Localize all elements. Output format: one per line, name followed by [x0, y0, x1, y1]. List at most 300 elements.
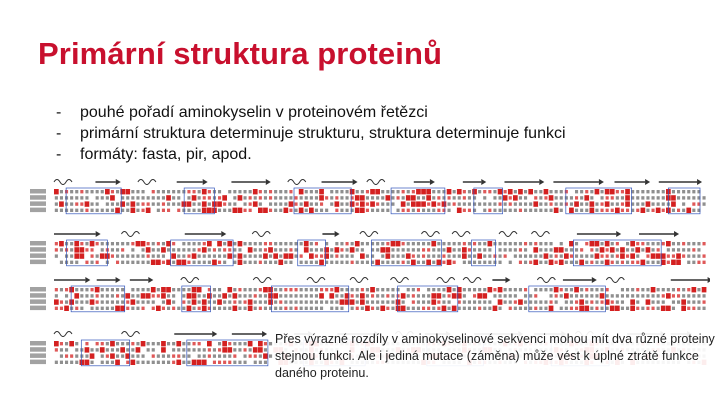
residue — [427, 294, 430, 297]
residue — [310, 300, 313, 303]
conserved-residue — [166, 260, 171, 265]
similar-residue — [677, 209, 680, 212]
residue — [167, 202, 170, 205]
bullet-text: pouhé pořadí aminokyselin v proteinovém řetězci — [80, 104, 428, 121]
residue — [142, 288, 145, 291]
residue — [657, 202, 660, 205]
residue — [147, 300, 150, 303]
conserved-residue — [365, 306, 370, 311]
residue — [111, 361, 114, 364]
residue — [111, 294, 114, 297]
residue — [626, 242, 629, 245]
conserved-residue — [207, 293, 212, 298]
residue — [386, 288, 389, 291]
residue — [646, 261, 649, 264]
similar-residue — [652, 307, 655, 310]
residue — [616, 300, 619, 303]
conserved-residue — [620, 247, 625, 252]
helix-mark — [252, 232, 270, 237]
similar-residue — [606, 248, 609, 251]
residue — [223, 254, 226, 257]
similar-residue — [687, 307, 690, 310]
residue — [305, 209, 308, 212]
residue — [550, 190, 553, 193]
residue — [162, 190, 165, 193]
residue — [284, 294, 287, 297]
similar-residue — [75, 307, 78, 310]
conserved-residue — [238, 260, 243, 265]
residue — [488, 307, 491, 310]
similar-residue — [157, 294, 160, 297]
residue — [259, 354, 262, 357]
residue — [601, 242, 604, 245]
residue — [91, 209, 94, 212]
residue — [397, 248, 400, 251]
residue — [422, 300, 425, 303]
conserved-residue — [569, 208, 574, 213]
residue — [131, 354, 134, 357]
similar-residue — [152, 354, 155, 357]
residue — [570, 196, 573, 199]
conserved-residue — [498, 287, 503, 292]
residue — [213, 288, 216, 291]
residue — [621, 294, 624, 297]
residue — [458, 242, 461, 245]
residue — [101, 354, 104, 357]
conserved-residue — [681, 306, 686, 311]
residue — [147, 361, 150, 364]
residue — [152, 202, 155, 205]
similar-residue — [152, 307, 155, 310]
residue — [381, 254, 384, 257]
conserved-residue — [426, 195, 431, 200]
residue — [126, 202, 129, 205]
residue — [555, 196, 558, 199]
similar-residue — [636, 209, 639, 212]
residue — [233, 254, 236, 257]
conserved-residue — [324, 247, 329, 252]
residue — [330, 190, 333, 193]
bullet-item — [56, 144, 566, 165]
conserved-residue — [630, 299, 635, 304]
similar-residue — [208, 348, 211, 351]
residue — [356, 300, 359, 303]
residue — [391, 254, 394, 257]
similar-residue — [534, 196, 537, 199]
similar-residue — [509, 307, 512, 310]
residue — [601, 196, 604, 199]
residue — [310, 190, 313, 193]
residue — [448, 209, 451, 212]
residue — [279, 307, 282, 310]
similar-residue — [111, 190, 114, 193]
residue — [213, 300, 216, 303]
conserved-residue — [442, 306, 447, 311]
conserved-residue — [447, 247, 452, 252]
residue — [555, 202, 558, 205]
residue — [509, 248, 512, 251]
conserved-residue — [518, 299, 523, 304]
residue — [187, 354, 190, 357]
residue — [397, 254, 400, 257]
similar-residue — [636, 307, 639, 310]
residue — [315, 300, 318, 303]
residue — [80, 294, 83, 297]
residue — [101, 196, 104, 199]
residue — [147, 288, 150, 291]
residue — [468, 196, 471, 199]
similar-residue — [295, 307, 298, 310]
conserved-residue — [554, 247, 559, 252]
conserved-residue — [85, 360, 90, 365]
sequence-label — [30, 293, 46, 298]
residue — [687, 190, 690, 193]
residue — [152, 248, 155, 251]
residue — [585, 202, 588, 205]
sequence-label — [30, 241, 46, 246]
conserved-residue — [319, 189, 324, 194]
conserved-residue — [380, 247, 385, 252]
similar-residue — [244, 348, 247, 351]
conserved-residue — [131, 208, 136, 213]
residue — [70, 190, 73, 193]
residue — [641, 307, 644, 310]
conserved-residue — [630, 306, 635, 311]
residue — [284, 300, 287, 303]
residue — [376, 307, 379, 310]
residue — [142, 354, 145, 357]
conserved-residue — [416, 201, 421, 206]
residue — [187, 196, 190, 199]
residue — [550, 242, 553, 245]
similar-residue — [692, 307, 695, 310]
similar-residue — [422, 248, 425, 251]
residue — [646, 242, 649, 245]
sequence-label — [30, 306, 46, 311]
similar-residue — [662, 242, 665, 245]
residue — [453, 248, 456, 251]
residue — [254, 248, 257, 251]
similar-residue — [514, 300, 517, 303]
conserved-residue — [431, 201, 436, 206]
residue — [142, 190, 145, 193]
conserved-residue — [100, 347, 105, 352]
helix-mark — [288, 180, 306, 185]
residue — [417, 294, 420, 297]
conserved-residue — [564, 253, 569, 258]
residue — [228, 190, 231, 193]
residue — [269, 261, 272, 264]
similar-residue — [269, 190, 272, 193]
residue — [198, 190, 201, 193]
residue — [641, 190, 644, 193]
residue — [75, 190, 78, 193]
residue — [131, 248, 134, 251]
residue — [75, 300, 78, 303]
similar-residue — [85, 261, 88, 264]
residue — [448, 242, 451, 245]
bullet-text: primární struktura determinuje strukturu, struktura determinuje funkci — [80, 125, 566, 142]
similar-residue — [126, 300, 129, 303]
similar-residue — [330, 288, 333, 291]
residue — [198, 202, 201, 205]
residue — [131, 348, 134, 351]
residue — [453, 254, 456, 257]
residue — [448, 202, 451, 205]
residue — [463, 261, 466, 264]
similar-residue — [646, 307, 649, 310]
residue — [488, 261, 491, 264]
residue — [499, 254, 502, 257]
residue — [509, 300, 512, 303]
similar-residue — [667, 254, 670, 257]
residue — [391, 248, 394, 251]
conserved-residue — [74, 247, 79, 252]
residue — [70, 196, 73, 199]
residue — [101, 294, 104, 297]
conserved-residue — [197, 287, 202, 292]
residue — [157, 361, 160, 364]
residue — [504, 288, 507, 291]
similar-residue — [172, 361, 175, 364]
conserved-residue — [192, 253, 197, 258]
residue — [351, 242, 354, 245]
residue — [468, 307, 471, 310]
residue — [274, 202, 277, 205]
residue — [539, 261, 542, 264]
residue — [223, 300, 226, 303]
residue — [131, 307, 134, 310]
residue — [493, 294, 496, 297]
residue — [565, 288, 568, 291]
conserved-residue — [554, 287, 559, 292]
similar-residue — [233, 300, 236, 303]
residue — [687, 248, 690, 251]
conserved-residue — [437, 293, 442, 298]
residue — [187, 209, 190, 212]
residue — [499, 242, 502, 245]
residue — [488, 248, 491, 251]
residue — [85, 288, 88, 291]
residue — [417, 261, 420, 264]
residue — [381, 300, 384, 303]
similar-residue — [279, 300, 282, 303]
conserved-residue — [411, 201, 416, 206]
residue — [111, 300, 114, 303]
conserved-residue — [217, 299, 222, 304]
residue — [96, 254, 99, 257]
residue — [244, 190, 247, 193]
strand-arrowhead — [96, 231, 101, 237]
residue — [91, 348, 94, 351]
residue — [65, 202, 68, 205]
conserved-residue — [90, 299, 95, 304]
conserved-residue — [319, 195, 324, 200]
residue — [560, 209, 563, 212]
similar-residue — [295, 202, 298, 205]
similar-residue — [509, 196, 512, 199]
conserved-residue — [559, 247, 564, 252]
residue — [340, 254, 343, 257]
residue — [85, 300, 88, 303]
conserved-residue — [350, 189, 355, 194]
residue — [187, 248, 190, 251]
conserved-residue — [115, 360, 120, 365]
conserved-residue — [80, 253, 85, 258]
residue — [70, 307, 73, 310]
residue — [539, 300, 542, 303]
residue — [519, 202, 522, 205]
residue — [386, 209, 389, 212]
residue — [391, 202, 394, 205]
residue — [672, 288, 675, 291]
residue — [442, 294, 445, 297]
residue — [427, 300, 430, 303]
residue — [616, 202, 619, 205]
conserved-residue — [85, 347, 90, 352]
residue — [463, 300, 466, 303]
residue — [356, 261, 359, 264]
residue — [75, 348, 78, 351]
residue — [111, 307, 114, 310]
residue — [203, 348, 206, 351]
conserved-residue — [518, 189, 523, 194]
residue — [402, 300, 405, 303]
residue — [172, 248, 175, 251]
residue — [254, 254, 257, 257]
conserved-residue — [227, 253, 232, 258]
residue — [218, 254, 221, 257]
residue — [407, 261, 410, 264]
conserved-residue — [299, 189, 304, 194]
residue — [381, 294, 384, 297]
residue — [182, 354, 185, 357]
similar-residue — [458, 300, 461, 303]
conserved-residue — [646, 247, 651, 252]
residue — [616, 248, 619, 251]
residue — [692, 261, 695, 264]
residue — [259, 294, 262, 297]
residue — [473, 288, 476, 291]
residue — [544, 300, 547, 303]
conserved-residue — [263, 353, 268, 358]
residue — [284, 242, 287, 245]
conserved-residue — [564, 293, 569, 298]
residue — [75, 354, 78, 357]
residue — [657, 288, 660, 291]
residue — [687, 242, 690, 245]
conserved-residue — [579, 260, 584, 265]
residue — [80, 196, 83, 199]
residue — [203, 294, 206, 297]
residue — [397, 209, 400, 212]
similar-residue — [601, 254, 604, 257]
residue — [529, 202, 532, 205]
residue — [595, 288, 598, 291]
conserved-residue — [477, 293, 482, 298]
residue — [340, 190, 343, 193]
residue — [121, 342, 124, 345]
conserved-residue — [651, 287, 656, 292]
residue — [177, 202, 180, 205]
residue — [422, 209, 425, 212]
conserved-residue — [671, 195, 676, 200]
residue — [259, 361, 262, 364]
similar-residue — [131, 242, 134, 245]
residue — [60, 354, 63, 357]
similar-residue — [126, 307, 129, 310]
residue — [213, 307, 216, 310]
conserved-residue — [396, 299, 401, 304]
residue — [167, 354, 170, 357]
residue — [391, 190, 394, 193]
residue — [65, 196, 68, 199]
residue — [172, 261, 175, 264]
conserved-residue — [493, 306, 498, 311]
residue — [427, 209, 430, 212]
residue — [305, 196, 308, 199]
residue — [315, 294, 318, 297]
residue — [193, 348, 196, 351]
residue — [126, 209, 129, 212]
residue — [305, 300, 308, 303]
residue — [432, 254, 435, 257]
residue — [157, 209, 160, 212]
residue — [473, 209, 476, 212]
residue — [662, 288, 665, 291]
residue — [101, 248, 104, 251]
residue — [652, 248, 655, 251]
residue — [550, 248, 553, 251]
similar-residue — [412, 294, 415, 297]
residue — [417, 248, 420, 251]
residue — [366, 196, 369, 199]
residue — [91, 202, 94, 205]
residue — [136, 288, 139, 291]
sequence-label — [30, 201, 46, 206]
residue — [677, 248, 680, 251]
residue — [60, 209, 63, 212]
residue — [682, 209, 685, 212]
residue — [233, 196, 236, 199]
conserved-residue — [452, 293, 457, 298]
residue — [233, 361, 236, 364]
conserved-residue — [222, 347, 227, 352]
similar-residue — [412, 254, 415, 257]
residue — [264, 348, 267, 351]
residue — [91, 261, 94, 264]
similar-residue — [162, 261, 165, 264]
strand-arrowhead — [203, 179, 208, 185]
residue — [172, 300, 175, 303]
conserved-residue — [386, 195, 391, 200]
residue — [652, 242, 655, 245]
residue — [136, 294, 139, 297]
residue — [682, 190, 685, 193]
strand-arrowhead — [674, 231, 679, 237]
residue — [198, 261, 201, 264]
residue — [641, 196, 644, 199]
conserved-residue — [666, 306, 671, 311]
residue — [106, 300, 109, 303]
conserved-residue — [549, 306, 554, 311]
residue — [590, 196, 593, 199]
residue — [315, 190, 318, 193]
residue — [279, 196, 282, 199]
residue — [238, 361, 241, 364]
conserved-residue — [401, 306, 406, 311]
residue — [366, 294, 369, 297]
